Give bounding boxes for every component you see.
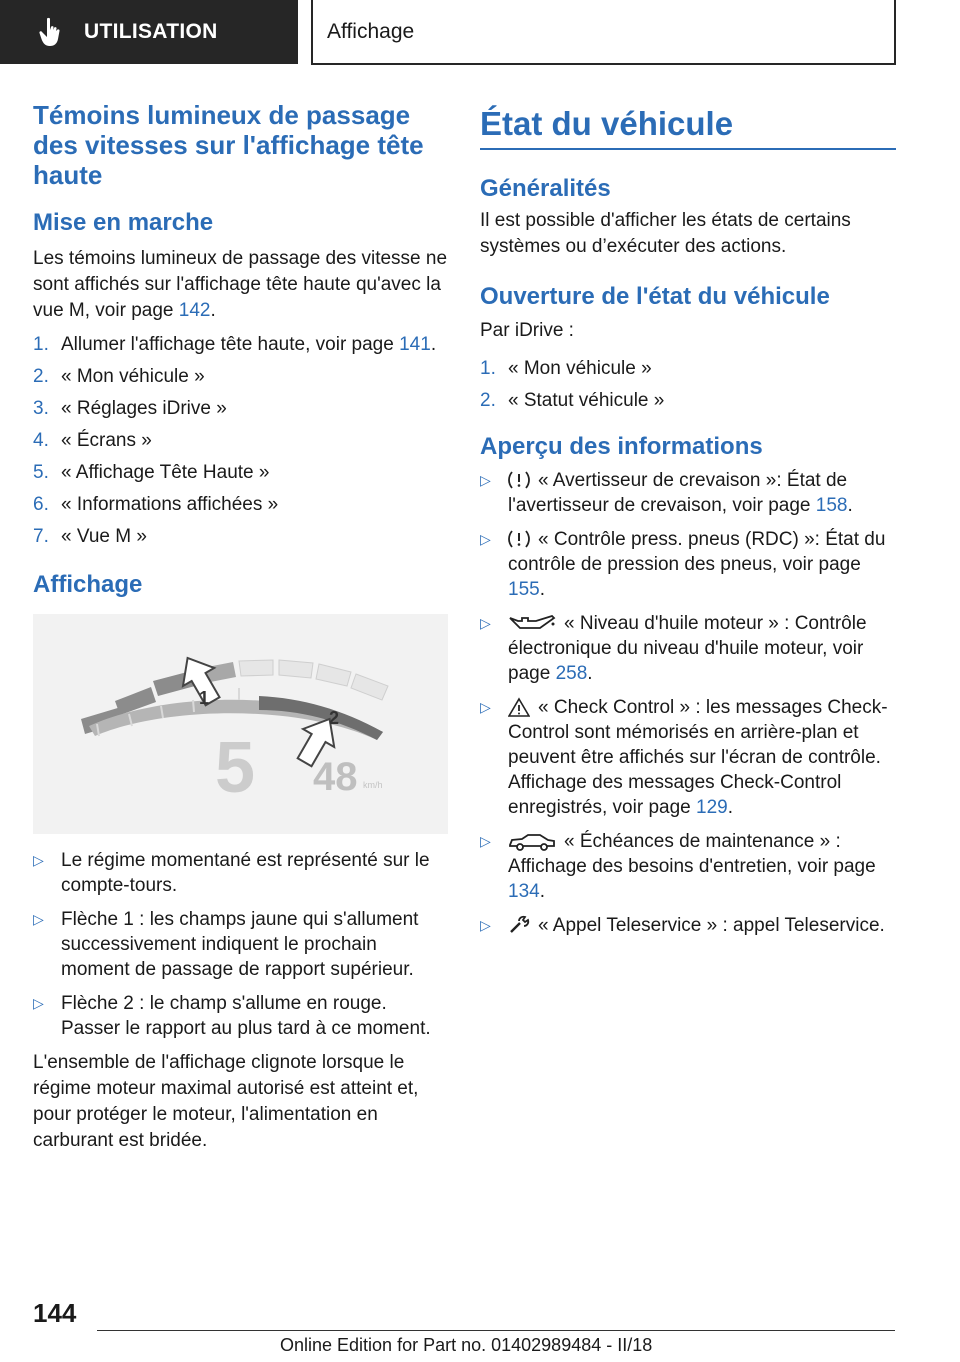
- display-closing: L'ensemble de l'affichage clignote lorsque le régime moteur maximal autorisé est atteint et, pour protéger le moteur, l'alimentation en carburant est bridée.: [33, 1052, 419, 1151]
- page-link[interactable]: 155: [508, 579, 540, 600]
- list-item: ▷ « Contrôle press. pneus (RDC) »: État du contrôle de pression des pneus, voir page 155.: [480, 529, 886, 600]
- vehicle-status-title: État du véhicule: [480, 102, 896, 150]
- page-link[interactable]: 142: [178, 300, 211, 321]
- list-item: 6. « Informations affichées »: [33, 494, 279, 515]
- list-item: 3. « Réglages iDrive »: [33, 398, 227, 419]
- general-heading: Généralités: [480, 175, 611, 202]
- wrench-call-icon: [508, 915, 530, 935]
- overview-heading: Aperçu des informations: [480, 433, 763, 460]
- open-status-intro: Par iDrive :: [480, 320, 574, 341]
- list-item: 1. « Mon véhicule »: [480, 358, 652, 379]
- gear-indicator: 5: [215, 728, 256, 808]
- list-item: ▷ « Niveau d'huile moteur » : Contrôle électronique du niveau d'huile moteur, voir page 258.: [480, 613, 867, 684]
- list-item: 5. « Affichage Tête Haute »: [33, 462, 270, 483]
- page-link[interactable]: 129: [696, 797, 728, 818]
- list-item: ▷ Flèche 1 : les champs jaune qui s'allument successivement indiquent le prochain moment de passage de rapport supérieur.: [33, 909, 419, 980]
- list-item: ▷ « Échéances de maintenance » : Affichage des besoins d'entretien, voir page 134.: [480, 831, 876, 902]
- speed-readout: 48: [313, 755, 358, 799]
- overview-list: [480, 468, 896, 938]
- list-item: 4. « Écrans »: [33, 430, 152, 451]
- speed-unit: km/h: [363, 780, 383, 790]
- chapter-tab: [311, 0, 896, 65]
- car-service-icon: [508, 833, 556, 851]
- left-column: [33, 100, 448, 1154]
- arrow-2-label: 2: [329, 708, 340, 728]
- footer-divider: [97, 1330, 895, 1331]
- list-item: ▷ Le régime momentané est représenté sur le compte-tours.: [33, 850, 430, 896]
- open-status-heading: Ouverture de l'état du véhicule: [480, 283, 830, 310]
- list-item: ▷ « Check Control » : les messages Check-Control sont mémorisés en arrière-plan et peuvent être affichés sur l'écran de contrôle. Affichage des messages Check-Control enregistrés, voir page 129.: [480, 697, 888, 818]
- page-link[interactable]: 141: [399, 334, 431, 355]
- section-tab: [0, 0, 298, 64]
- open-status-steps: [480, 356, 896, 414]
- general-text: Il est possible d'afficher les états de certains systèmes ou d’exécuter des actions.: [480, 210, 851, 257]
- right-column: [480, 102, 896, 947]
- list-item: ▷ « Appel Teleservice » : appel Teleservice.: [480, 915, 885, 936]
- tire-pressure-icon: [508, 470, 530, 490]
- list-item: ▷ « Avertisseur de crevaison »: État de l'avertisseur de crevaison, voir page 158.: [480, 470, 853, 516]
- shift-lights-title: Témoins lumineux de passage des vitesses sur l'affichage tête haute: [33, 100, 424, 190]
- list-item: 1. Allumer l'affichage tête haute, voir page 141.: [33, 334, 437, 355]
- shift-lights-figure: [33, 614, 448, 834]
- edition-note: Online Edition for Part no. 01402989484 - II/18: [280, 1335, 653, 1355]
- activation-steps: [33, 332, 448, 550]
- section-title: UTILISATION: [84, 20, 218, 43]
- list-item: 2. « Mon véhicule »: [33, 366, 205, 387]
- display-bullets: [33, 848, 448, 1041]
- chapter-title: Affichage: [327, 19, 415, 43]
- activation-intro: Les témoins lumineux de passage des vitesse ne sont affichés sur l'affichage tête haute qu'avec la vue M, voir page 142.: [33, 248, 448, 321]
- list-item: 2. « Statut véhicule »: [480, 390, 665, 411]
- tire-pressure-icon: [508, 529, 530, 549]
- activation-heading: Mise en marche: [33, 209, 214, 236]
- arrow-1-label: 1: [199, 688, 210, 708]
- display-heading: Affichage: [33, 571, 143, 598]
- oil-can-icon: [508, 615, 556, 633]
- list-item: ▷ Flèche 2 : le champ s'allume en rouge. Passer le rapport au plus tard à ce moment.: [33, 993, 431, 1039]
- page-link[interactable]: 258: [555, 663, 588, 684]
- list-item: 7. « Vue M »: [33, 526, 147, 547]
- page-link[interactable]: 134: [508, 881, 540, 902]
- rev-counter-illustration: [33, 614, 448, 834]
- warning-triangle-icon: [508, 697, 530, 717]
- page-link[interactable]: 158: [815, 495, 848, 516]
- page-number: 144: [33, 1298, 77, 1328]
- hand-pointer-icon: [38, 17, 64, 47]
